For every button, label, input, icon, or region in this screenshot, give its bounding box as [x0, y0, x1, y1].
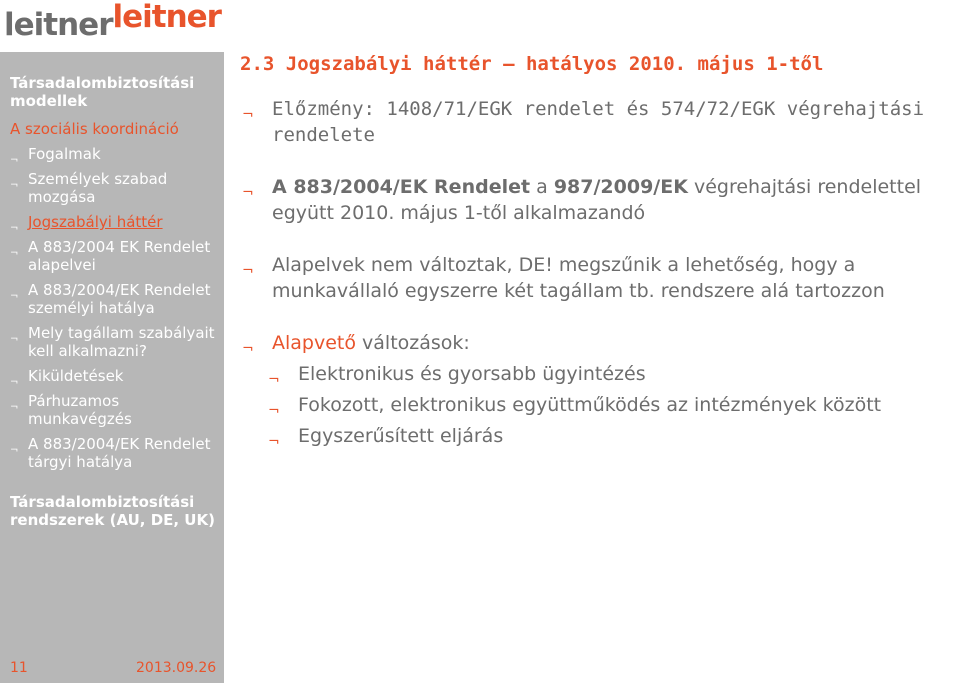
bullet-valtozasok — [236, 330, 960, 356]
sidebar-item-label: Jogszabályi háttér — [28, 213, 163, 231]
bullet-icon: ¬ — [10, 180, 19, 191]
bullet-icon: ¬ — [10, 223, 19, 234]
slide-date: 2013.09.26 — [136, 660, 217, 676]
bullet-icon: ¬ — [10, 402, 19, 413]
sidebar-item-label: Személyek szabad mozgása — [28, 170, 168, 206]
bullet-icon: ¬ — [10, 291, 19, 302]
sub-bullet-text: Elektronikus és gyorsabb ügyintézés — [298, 363, 646, 385]
sidebar-item-label: A 883/2004/EK Rendelet tárgyi hatálya — [28, 435, 211, 471]
bullet-icon: ¬ — [10, 445, 19, 456]
sidebar-item-label: Párhuzamos munkavégzés — [28, 392, 132, 428]
sidebar-section-models[interactable]: Társadalombiztosítási modellek — [10, 74, 195, 110]
sidebar-item-label: A 883/2004 EK Rendelet alapelvei — [28, 238, 211, 274]
bullet-icon: ¬ — [268, 434, 280, 450]
bullet-lead-text: A 883/2004/EK Rendelet — [272, 176, 531, 198]
sub-bullet — [236, 361, 960, 387]
logo-text-orange: leitner — [112, 0, 221, 35]
bullet-icon: ¬ — [242, 341, 254, 357]
bullet-lead-text: Alapvető — [272, 332, 356, 354]
sidebar-item-szemelyi-hatalya[interactable] — [10, 281, 220, 317]
bullet-icon: ¬ — [242, 263, 254, 279]
sidebar-item-label: Fogalmak — [28, 145, 101, 163]
sidebar-item-kikuldetesek[interactable] — [10, 367, 220, 388]
sub-bullet-text: Egyszerűsített eljárás — [298, 425, 504, 447]
sidebar-item-mely-tagallam[interactable] — [10, 324, 220, 360]
logo-text-grey: leitner — [4, 7, 113, 43]
page-title: 2.3 Jogszabályi háttér – hatályos 2010. május 1-től — [240, 53, 824, 75]
bullet-bold-text: 987/2009/EK — [553, 176, 688, 198]
bullet-icon: ¬ — [10, 155, 19, 166]
bullet-icon: ¬ — [10, 334, 19, 345]
bullet-rendelet — [236, 174, 960, 226]
sidebar-item-parhuzamos[interactable] — [10, 392, 220, 428]
main-content — [236, 52, 960, 449]
bullet-icon: ¬ — [10, 377, 19, 388]
logo — [4, 2, 221, 48]
slide-number: 11 — [10, 660, 28, 676]
bullet-elozmeny — [236, 96, 960, 148]
bullet-icon: ¬ — [10, 248, 19, 259]
sidebar-section-systems[interactable]: Társadalombiztosítási rendszerek (AU, DE, UK) — [10, 493, 215, 529]
sidebar-item-label: A 883/2004/EK Rendelet személyi hatálya — [28, 281, 211, 317]
bullet-icon: ¬ — [242, 107, 254, 123]
bullet-icon: ¬ — [268, 372, 280, 388]
bullet-alapelvek — [236, 252, 960, 304]
sidebar-item-alapelvei[interactable] — [10, 238, 220, 274]
sidebar-item-jogszabalyi-hatter[interactable] — [10, 213, 220, 234]
bullet-text: végrehajtási rendelettel együtt 2010. május 1-től alkalmazandó — [272, 176, 922, 224]
sidebar-section-current[interactable]: A szociális koordináció — [10, 120, 179, 138]
sidebar-item-targyi-hatalya[interactable] — [10, 435, 220, 471]
sidebar-item-mozgasa[interactable] — [10, 170, 220, 206]
sidebar-nav — [10, 74, 220, 529]
sidebar-item-label: Kiküldetések — [28, 367, 124, 385]
sidebar-item-fogalmak[interactable] — [10, 145, 220, 166]
bullet-icon: ¬ — [268, 403, 280, 419]
bullet-icon: ¬ — [242, 185, 254, 201]
bullet-text: Előzmény: 1408/71/EGK rendelet és 574/72/EGK végrehajtási rendelete — [272, 98, 925, 146]
bullet-text: Alapelvek nem változtak, DE! megszűnik a lehetőség, hogy a munkavállaló egyszerre két tagállam tb. rendszere alá tartozzon — [272, 254, 885, 302]
sidebar-item-label: Mely tagállam szabályait kell alkalmazni? — [28, 324, 215, 360]
sub-bullet — [236, 423, 960, 449]
sub-bullet-text: Fokozott, elektronikus együttműködés az intézmények között — [298, 394, 882, 416]
bullet-text: a — [530, 176, 554, 198]
sub-bullet — [236, 392, 960, 418]
bullet-text: változások: — [356, 332, 470, 354]
